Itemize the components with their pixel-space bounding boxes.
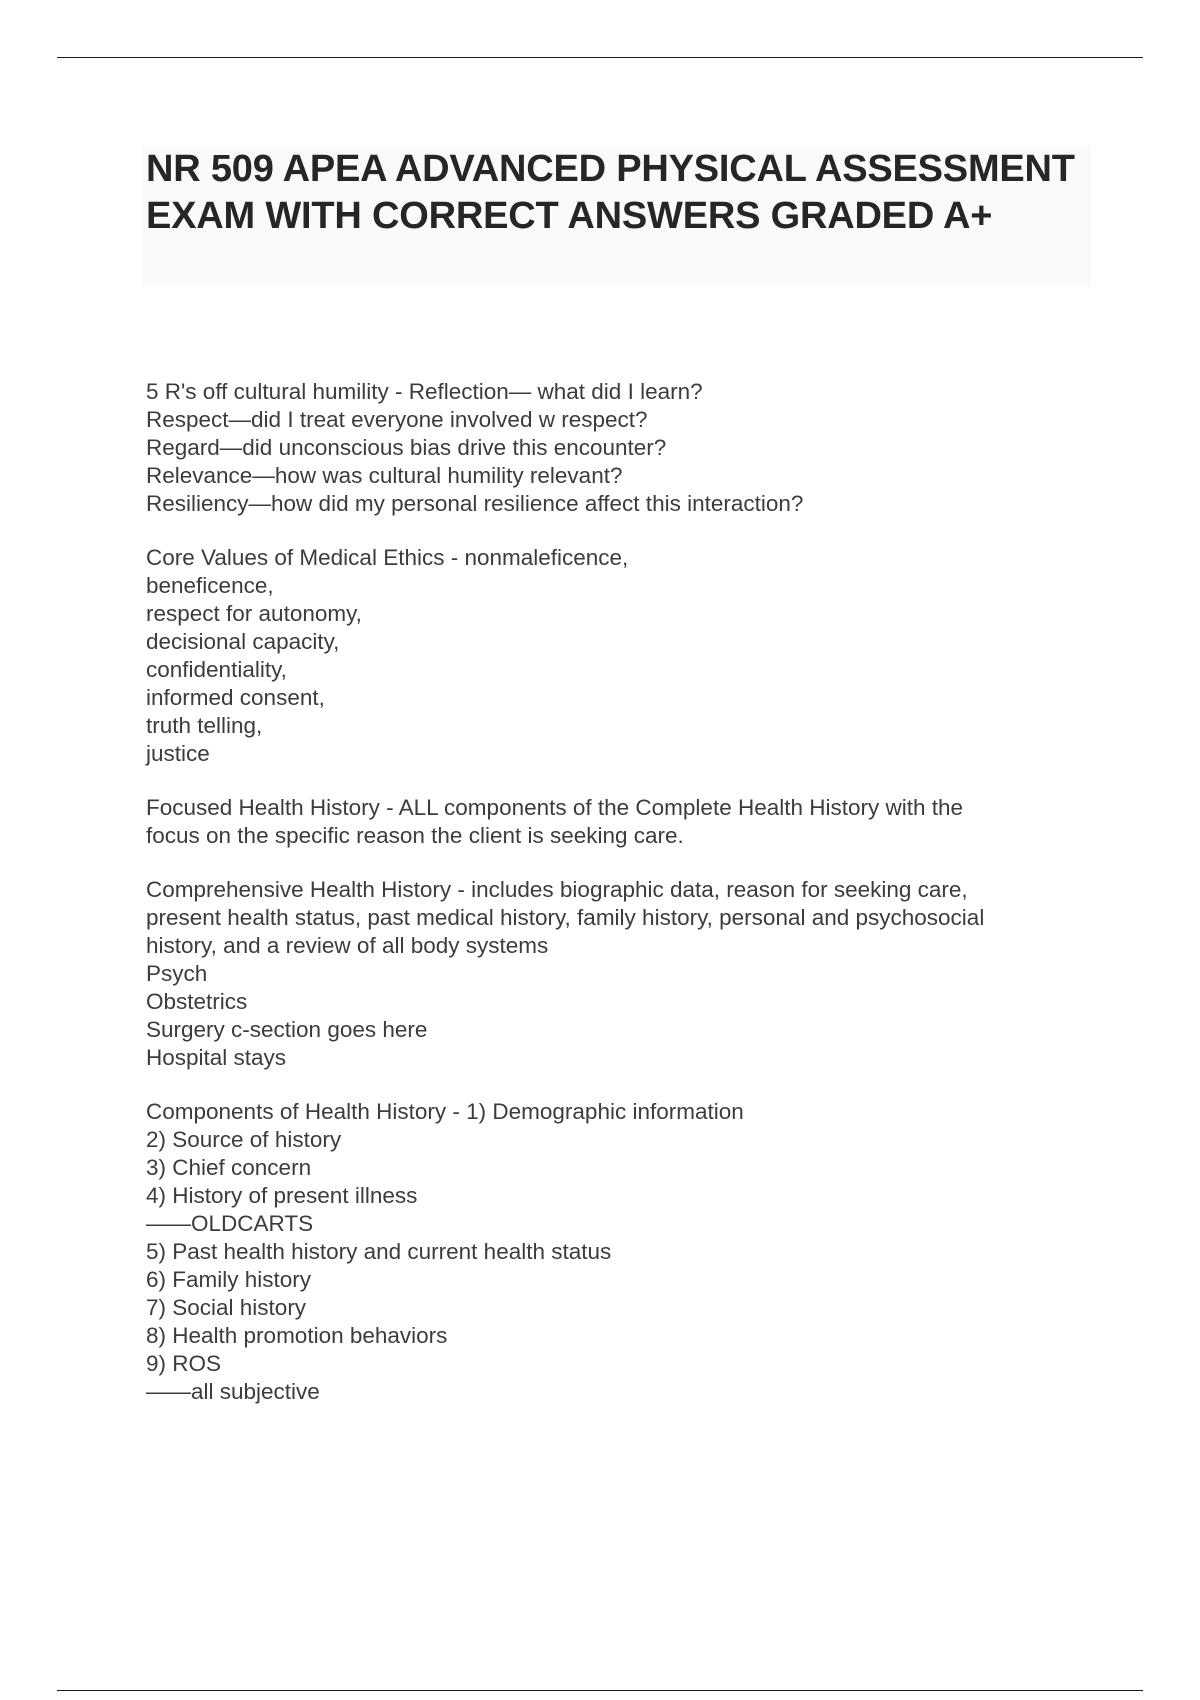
- entry-line: 2) Source of history: [146, 1127, 342, 1152]
- entry-line: ——OLDCARTS: [146, 1211, 314, 1236]
- entry-line: 4) History of present illness: [146, 1183, 418, 1208]
- entry-line: 5) Past health history and current health status: [146, 1239, 612, 1264]
- entry-line: history, and a review of all body systems: [146, 933, 549, 958]
- entry-line: Surgery c-section goes here: [146, 1017, 428, 1042]
- entry-line: respect for autonomy,: [146, 601, 362, 626]
- entry-line: Regard—did unconscious bias drive this encounter?: [146, 435, 667, 460]
- entry-focused-health-history: [146, 794, 1106, 850]
- entry-line: decisional capacity,: [146, 629, 340, 654]
- entry-line: ——all subjective: [146, 1379, 320, 1404]
- document-title: NR 509 APEA ADVANCED PHYSICAL ASSESSMENT EXAM WITH CORRECT ANSWERS GRADED A+: [146, 148, 1075, 237]
- entry-line: Focused Health History - ALL components of the Complete Health History with the: [146, 795, 964, 820]
- entry-line: 8) Health promotion behaviors: [146, 1323, 448, 1348]
- entry-line: Respect—did I treat everyone involved w respect?: [146, 407, 648, 432]
- entry-line: informed consent,: [146, 685, 325, 710]
- entry-line: 6) Family history: [146, 1267, 312, 1292]
- entry-line: Relevance—how was cultural humility relevant?: [146, 463, 623, 488]
- document-body: [146, 378, 1106, 1432]
- entry-comprehensive-health-history: [146, 876, 1106, 1072]
- entry-line: Psych: [146, 961, 208, 986]
- entry-line: confidentiality,: [146, 657, 287, 682]
- entry-line: Resiliency—how did my personal resilience affect this interaction?: [146, 491, 804, 516]
- entry-line: present health status, past medical history, family history, personal and psychosocial: [146, 905, 985, 930]
- entry-line: beneficence,: [146, 573, 274, 598]
- entry-line: Components of Health History - 1) Demographic information: [146, 1099, 744, 1124]
- entry-line: 7) Social history: [146, 1295, 307, 1320]
- entry-medical-ethics: [146, 544, 1106, 768]
- entry-line: Hospital stays: [146, 1045, 287, 1070]
- entry-line: truth telling,: [146, 713, 263, 738]
- entry-line: justice: [146, 741, 210, 766]
- entry-line: 9) ROS: [146, 1351, 222, 1376]
- entry-line: 5 R's off cultural humility - Reflection— what did I learn?: [146, 379, 703, 404]
- entry-components-health-history: [146, 1098, 1106, 1406]
- entry-cultural-humility: [146, 378, 1106, 518]
- entry-line: Obstetrics: [146, 989, 248, 1014]
- entry-line: 3) Chief concern: [146, 1155, 312, 1180]
- entry-line: Core Values of Medical Ethics - nonmaleficence,: [146, 545, 629, 570]
- entry-line: Comprehensive Health History - includes biographic data, reason for seeking care,: [146, 877, 968, 902]
- bottom-divider: [57, 1690, 1143, 1691]
- top-divider: [57, 57, 1143, 58]
- entry-line: focus on the specific reason the client is seeking care.: [146, 823, 684, 848]
